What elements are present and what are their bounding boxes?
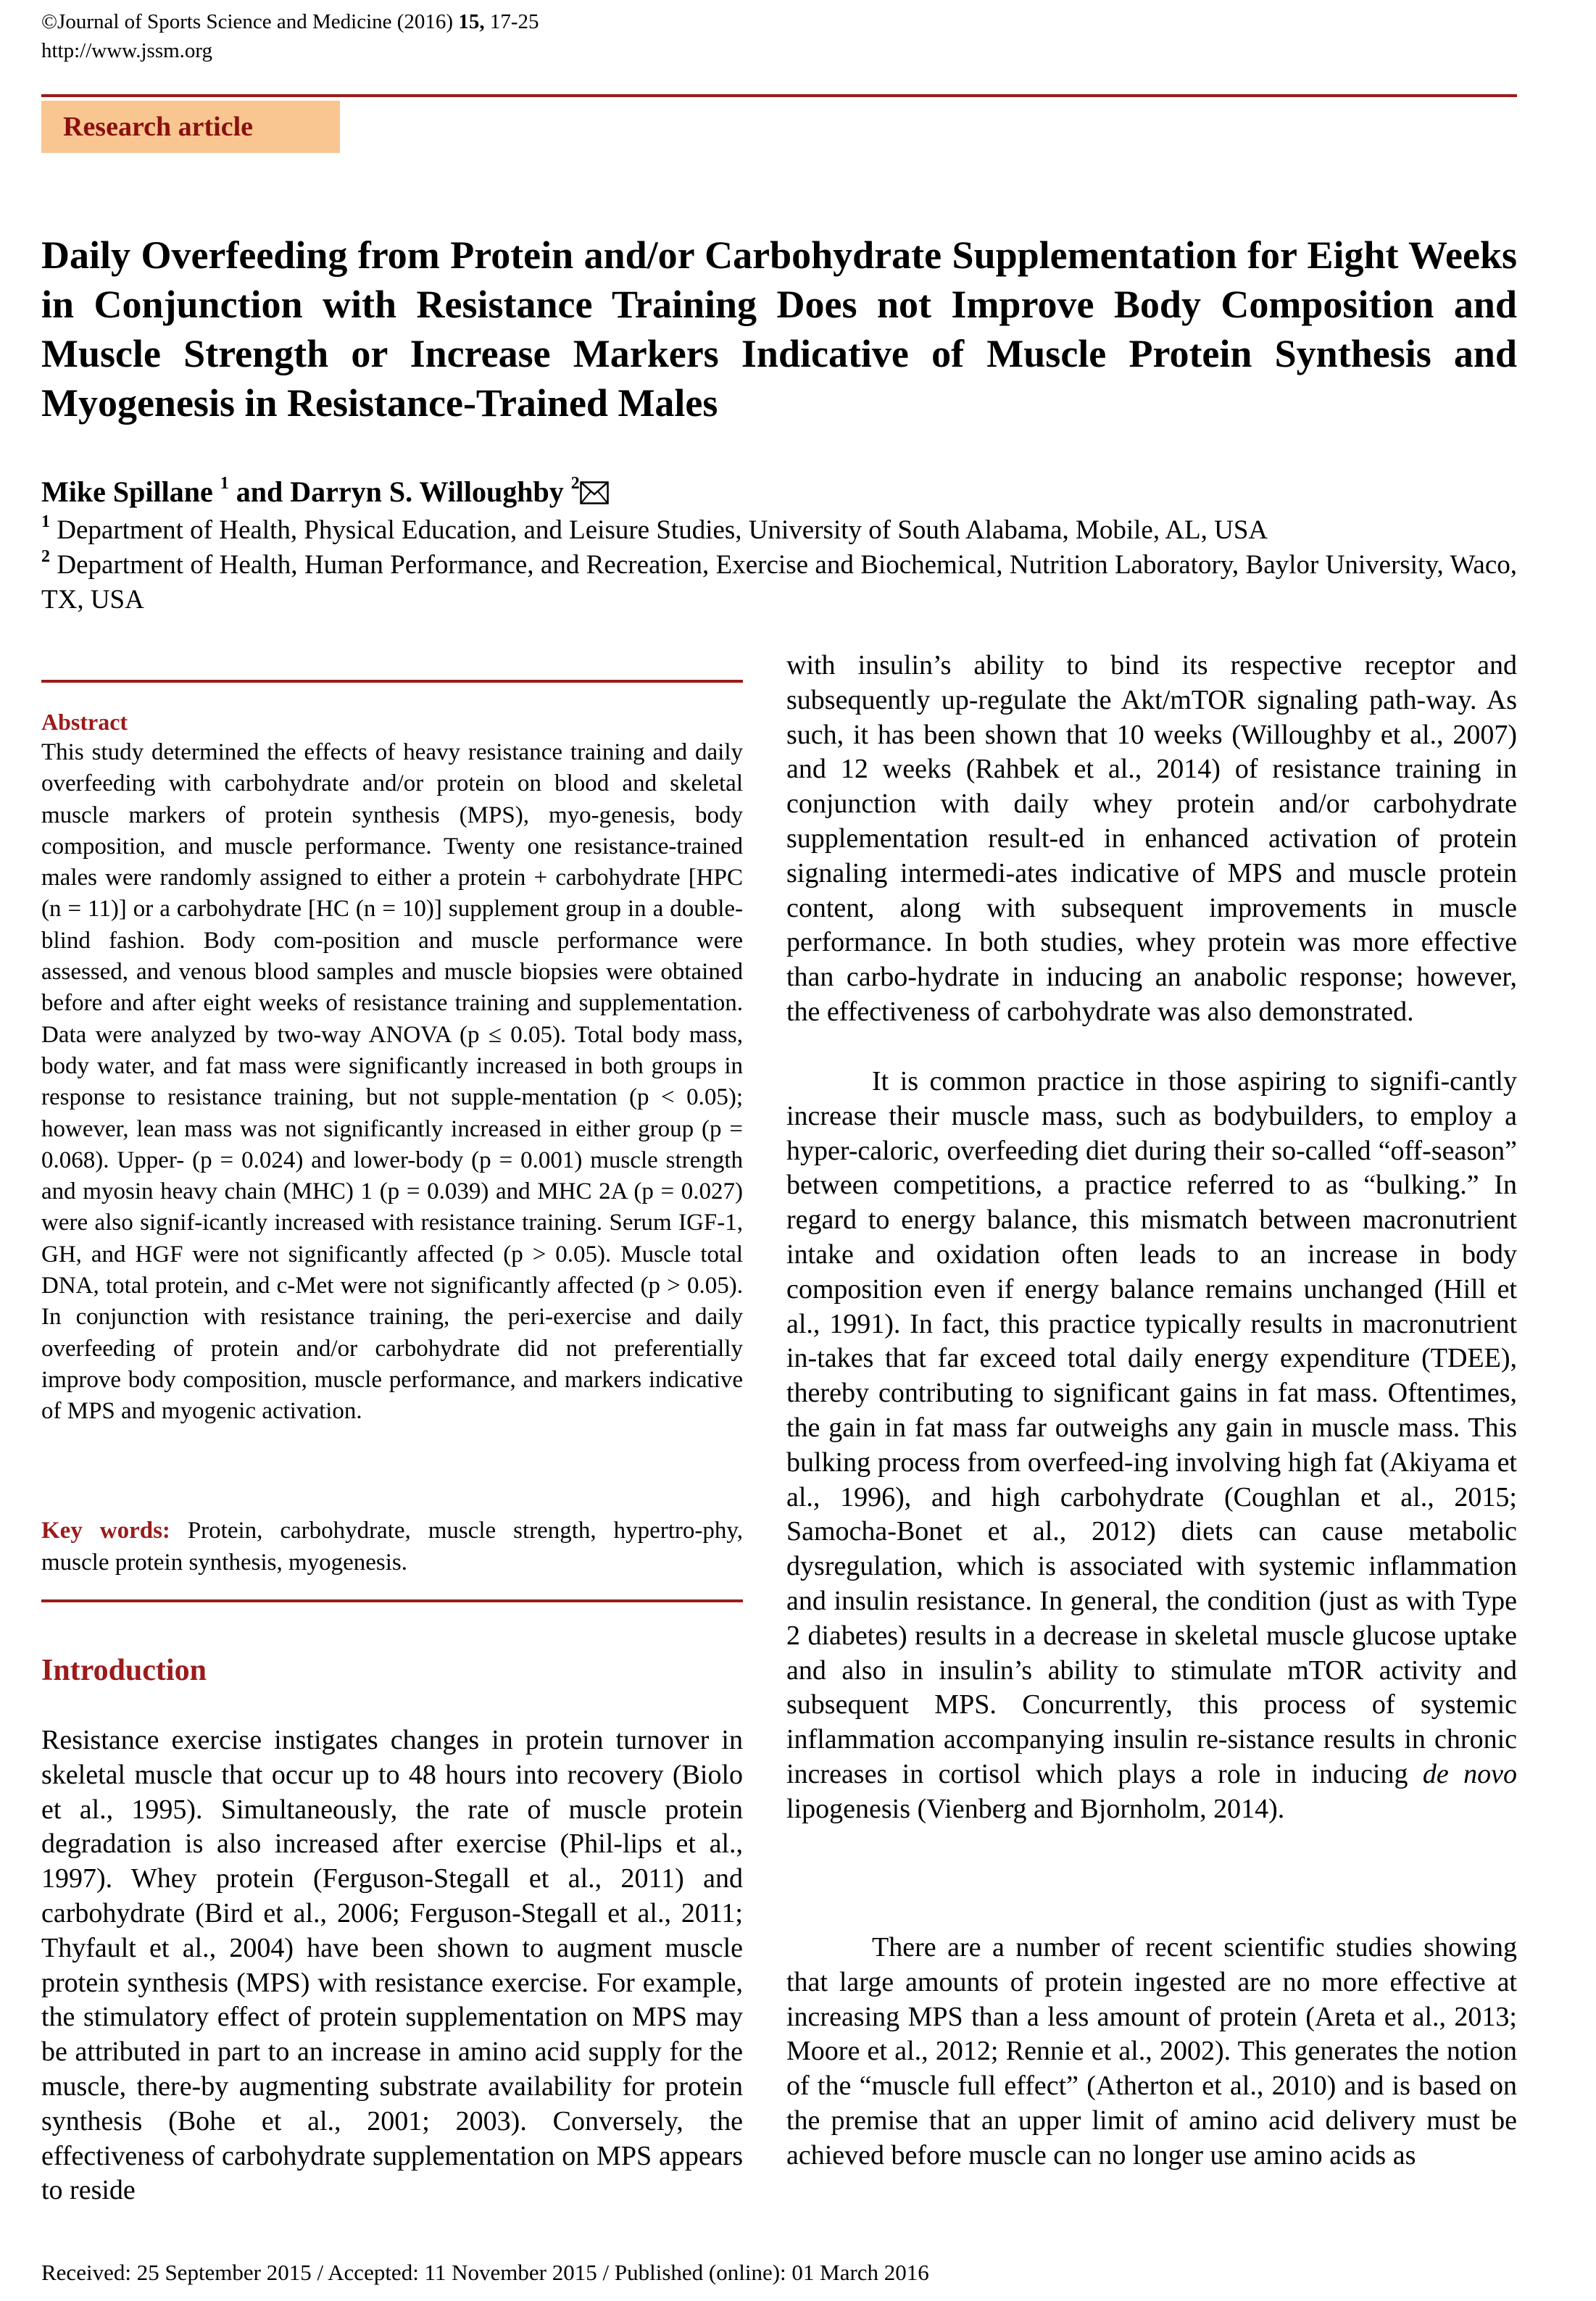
author-1-affiliation: 1 xyxy=(220,474,229,493)
journal-citation xyxy=(41,7,539,36)
keywords-text: Protein, carbohydrate, muscle strength, hypertro-phy, muscle protein synthesis, myogenesis. xyxy=(41,1518,743,1576)
intro-paragraph-3-start: It is common practice in those aspiring to signifi-cantly increase their muscle mass, such as bodybuilders, to employ a hyper-caloric, overfeeding diet during their so-called “off-season” between competitions, a practice referred to as “bulking.” In regard to energy balance, this mismatch between macronutrient intake and oxidation often leads to an increase in body composition even if energy balance remains unchanged (Hill et al., 1991). In fact, this practice typically results in macronutrient in-takes that far exceed total daily energy expenditure (TDEE), thereby contributing to significant gains in fat mass. Oftentimes, the gain in fat mass far outweighs any gain in muscle mass. This bulking process from overfeed-ing involving high fat (Akiyama et al., 1996), and high carbohydrate (Coughlan et al., 2015; Samocha-Bonet et al., 2012) diets can cause metabolic dysregulation, which is associated with systemic inflammation and insulin resistance. In general, the condition (just as with Type 2 diabetes) results in a decrease in skeletal muscle glucose uptake and also in insulin’s ability to stimulate mTOR activity and subsequent MPS. Concurrently, this process of systemic inflammation accompanying insulin re-sistance results in chronic increases in cortisol which plays a role in inducing xyxy=(786,1066,1517,1789)
intro-paragraph-1: Resistance exercise instigates changes in protein turnover in skeletal muscle that occur up to 48 hours into recovery (Biolo et al., 1995). Simultaneously, the rate of muscle protein degradation is also increased after exercise (Phil-lips et al., 1997). Whey protein (Ferguson-Stegall et al., 2011) and carbohydrate (Bird et al., 2006; Ferguson-Stegall et al., 2011; Thyfault et al., 2004) have been shown to augment muscle protein synthesis (MPS) with resistance exercise. For example, the stimulatory effect of protein supplementation on MPS may be attributed in part to an increase in amino acid supply for the muscle, there-by augmenting substrate availability for protein synthesis (Bohe et al., 2001; 2003). Conversely, the effectiveness of carbohydrate supplementation on MPS appears to reside xyxy=(41,1725,743,2206)
affiliation-2 xyxy=(41,548,1517,617)
keywords-label: Key words: xyxy=(41,1518,170,1544)
abstract-bottom-rule xyxy=(41,1599,743,1602)
journal-volume: 15, xyxy=(458,10,485,33)
article-type-badge: Research article xyxy=(41,101,340,153)
intro-paragraph-3-italic: de novo xyxy=(1422,1758,1517,1789)
affiliation-1 xyxy=(41,513,1517,548)
author-2-affiliation: 2 xyxy=(570,474,580,493)
journal-pages: 17-25 xyxy=(484,10,539,33)
intro-paragraph-4: There are a number of recent scientific studies showing that large amounts of protein ingested are no more effective at increasing MPS than a less amount of protein (Areta et al., 2013; Moore et al., 2012; Rennie et al., 2002). This generates the notion of the “muscle full effect” (Atherton et al., 2010) and is based on the premise that an upper limit of amino acid delivery must be achieved before muscle can no longer use amino acids as xyxy=(786,1932,1517,2171)
affiliation-2-number: 2 xyxy=(41,547,50,566)
journal-citation-prefix: ©Journal of Sports Science and Medicine (2016) xyxy=(41,10,459,33)
affiliation-1-number: 1 xyxy=(41,512,50,531)
envelope-icon[interactable] xyxy=(580,481,609,504)
author-connector: and xyxy=(228,475,291,508)
abstract-top-rule xyxy=(41,680,743,683)
publication-dates: Received: 25 September 2015 / Accepted: 11 November 2015 / Published (online): 01 March 2016 xyxy=(41,2260,929,2285)
affiliation-1-text: Department of Health, Physical Education, and Leisure Studies, University of South Alabama, Mobile, AL, USA xyxy=(57,515,1268,545)
keywords xyxy=(41,1515,743,1578)
affiliation-2-text: Department of Health, Human Performance, and Recreation, Exercise and Biochemical, Nutrition Laboratory, Baylor University, Waco, TX, USA xyxy=(41,550,1517,615)
author-2: Darryn S. Willoughby xyxy=(290,475,564,508)
intro-paragraph-3-end: lipogenesis (Vienberg and Bjornholm, 2014). xyxy=(786,1793,1285,1824)
author-1: Mike Spillane xyxy=(41,475,213,508)
author-line xyxy=(41,473,609,512)
intro-paragraph-3 xyxy=(786,1065,1517,1827)
abstract-heading: Abstract xyxy=(41,709,128,735)
header-rule xyxy=(41,94,1517,97)
abstract-text: This study determined the effects of heavy resistance training and daily overfeeding with carbohydrate and/or protein on blood and skeletal muscle markers of protein synthesis (MPS), myo-genesis, body composition, and muscle performance. Twenty one resistance-trained males were randomly assigned to either a protein + carbohydrate [HPC (n = 11)] or a carbohydrate [HC (n = 10)] supplement group in a double-blind fashion. Body com-position and muscle performance were assessed, and venous blood samples and muscle biopsies were obtained before and after eight weeks of resistance training and supplementation. Data were analyzed by two-way ANOVA (p ≤ 0.05). Total body mass, body water, and fat mass were significantly increased in both groups in response to resistance training, but not supple-mentation (p < 0.05); however, lean mass was not significantly increased in either group (p = 0.068). Upper- (p = 0.024) and lower-body (p = 0.001) muscle strength and myosin heavy chain (MHC) 1 (p = 0.039) and MHC 2A (p = 0.027) were also signif-icantly increased with resistance training. Serum IGF-1, GH, and HGF were not significantly affected (p > 0.05). Muscle total DNA, total protein, and c-Met were not significantly affected (p > 0.05). In conjunction with resistance training, the peri-exercise and daily overfeeding of protein and/or carbohydrate did not preferentially improve body composition, muscle performance, and markers indicative of MPS and myogenic activation. xyxy=(41,739,743,1425)
introduction-heading: Introduction xyxy=(41,1654,207,1687)
intro-paragraph-2: with insulin’s ability to bind its respective receptor and subsequently up-regulate the Akt/mTOR signaling path-way. As such, it has been shown that 10 weeks (Willoughby et al., 2007) and 12 weeks (Rahbek et al., 2014) of resistance training in conjunction with daily whey protein and/or carbohydrate supplementation result-ed in enhanced activation of protein signaling intermedi-ates indicative of MPS and muscle protein content, along with subsequent improvements in muscle performance. In both studies, whey protein was more effective than carbo-hydrate in inducing an anabolic response; however, the effectiveness of carbohydrate was also demonstrated. xyxy=(786,650,1517,1027)
article-title: Daily Overfeeding from Protein and/or Carbohydrate Supplementation for Eight Weeks in Conjunction with Resistance Training Does not Improve Body Composition and Muscle Strength or Increase Markers Indicative of Muscle Protein Synthesis and Myogenesis in Resistance-Trained Males xyxy=(41,233,1517,425)
journal-url: http://www.jssm.org xyxy=(41,39,213,62)
